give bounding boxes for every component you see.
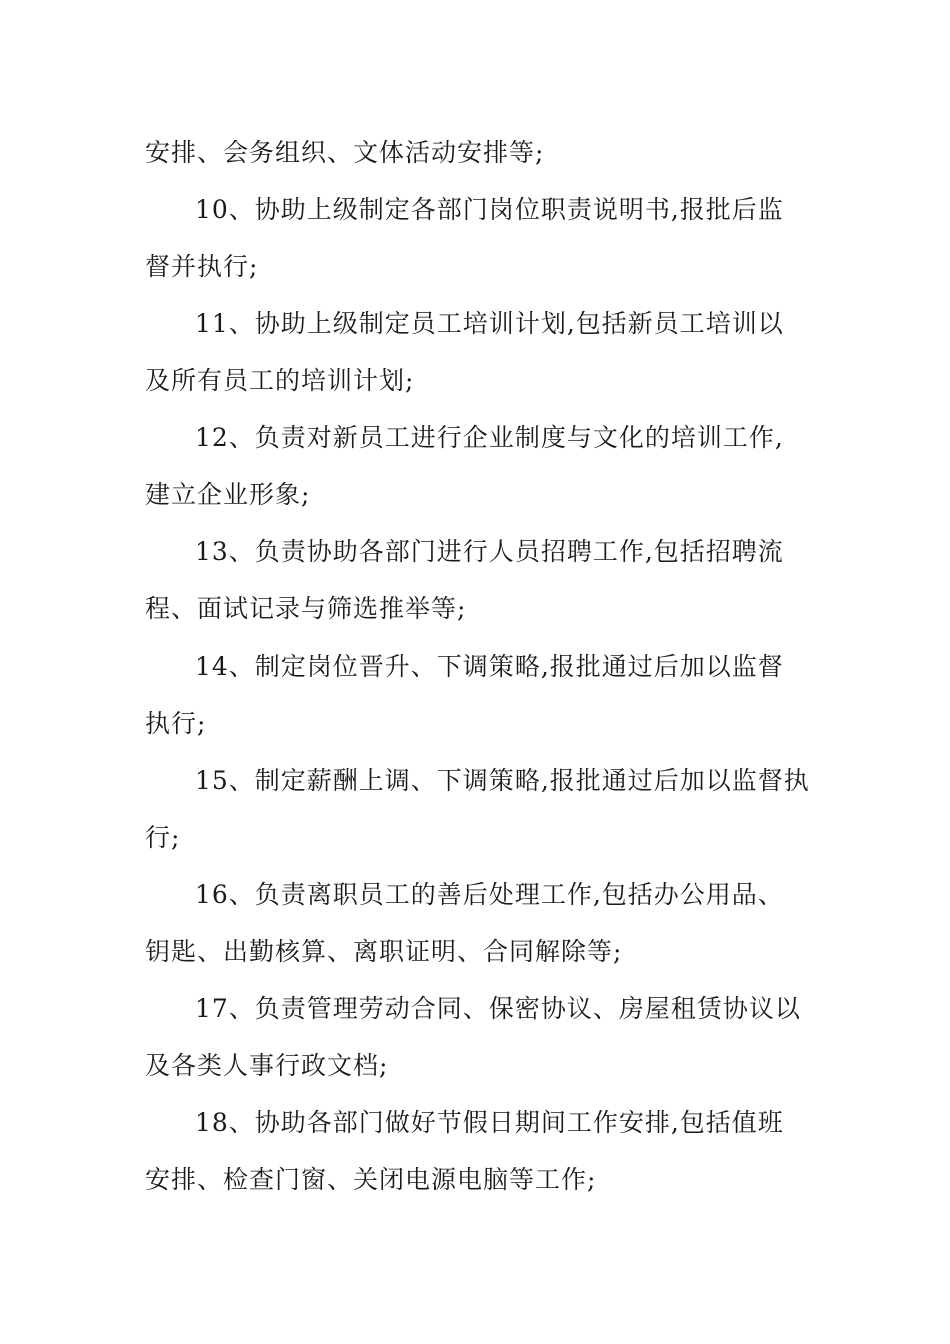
text-line: 安排、会务组织、文体活动安排等;: [145, 138, 545, 167]
list-item-10-line-2: 督并执行;: [145, 252, 259, 281]
list-item-10-line-1: 10、协助上级制定各部门岗位职责说明书,报批后监: [195, 195, 784, 224]
list-item-12-line-2: 建立企业形象;: [145, 480, 311, 509]
list-item-16-line-2: 钥匙、出勤核算、离职证明、合同解除等;: [145, 937, 623, 966]
list-item-13-line-1: 13、负责协助各部门进行人员招聘工作,包括招聘流: [195, 537, 784, 566]
list-item-14-line-2: 执行;: [145, 709, 207, 738]
list-item-17-line-2: 及各类人事行政文档;: [145, 1051, 389, 1080]
list-item-11-line-2: 及所有员工的培训计划;: [145, 366, 415, 395]
list-item-11-line-1: 11、协助上级制定员工培训计划,包括新员工培训以: [195, 309, 784, 338]
list-item-15-line-1: 15、制定薪酬上调、下调策略,报批通过后加以监督执: [195, 766, 810, 795]
list-item-13-line-2: 程、面试记录与筛选推举等;: [145, 594, 467, 623]
list-item-15-line-2: 行;: [145, 823, 181, 852]
list-item-16-line-1: 16、负责离职员工的善后处理工作,包括办公用品、: [195, 880, 784, 909]
list-item-18-line-2: 安排、检查门窗、关闭电源电脑等工作;: [145, 1165, 597, 1194]
list-item-17-line-1: 17、负责管理劳动合同、保密协议、房屋租赁协议以: [195, 994, 801, 1023]
list-item-14-line-1: 14、制定岗位晋升、下调策略,报批通过后加以监督: [195, 652, 784, 681]
list-item-18-line-1: 18、协助各部门做好节假日期间工作安排,包括值班: [195, 1108, 784, 1137]
list-item-12-line-1: 12、负责对新员工进行企业制度与文化的培训工作,: [195, 423, 784, 452]
